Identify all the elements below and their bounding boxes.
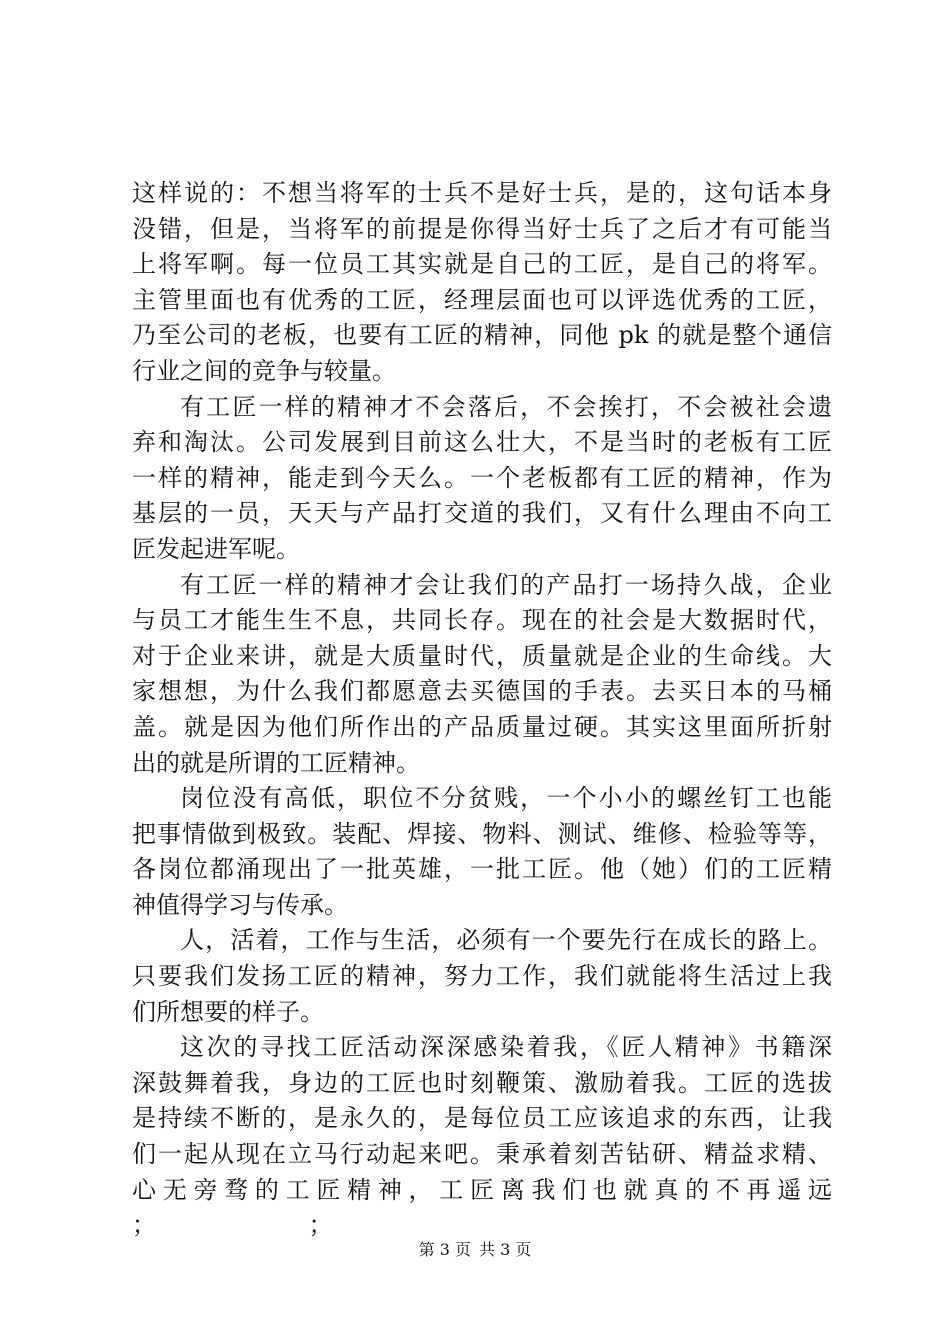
text-line: 家想想，为什么我们都愿意去买德国的手表。去买日本的马桶: [132, 677, 832, 706]
text-line: 有工匠一样的精神才不会落后，不会挨打，不会被社会遗: [180, 392, 832, 421]
text-line: 弃和淘汰。公司发展到目前这么壮大，不是当时的老板有工匠: [132, 428, 832, 457]
text-line: 与员工才能生生不息，共同长存。现在的社会是大数据时代，: [132, 606, 832, 635]
text-line: 盖。就是因为他们所作出的产品质量过硬。其实这里面所折射: [132, 712, 832, 741]
text-line: 对于企业来讲，就是大质量时代，质量就是企业的生命线。大: [132, 641, 832, 670]
text-line: 人，活着，工作与生活，必须有一个要先行在成长的路上。: [180, 926, 832, 955]
text-line: 主管里面也有优秀的工匠，经理层面也可以评选优秀的工匠，: [132, 285, 832, 314]
text-line: 基层的一员，天天与产品打交道的我们，又有什么理由不向工: [132, 499, 832, 528]
text-line: 深鼓舞着我，身边的工匠也时刻鞭策、激励着我。工匠的选拔: [132, 1068, 832, 1097]
text-line: 出的就是所谓的工匠精神。: [132, 748, 420, 777]
text-line: 只要我们发扬工匠的精神，努力工作，我们就能将生活过上我: [132, 962, 832, 991]
text-line: 上将军啊。每一位员工其实就是自己的工匠，是自己的将军。: [132, 250, 832, 279]
text-line: 神值得学习与传承。: [132, 890, 348, 919]
text-line: 一样的精神，能走到今天么。一个老板都有工匠的精神，作为: [132, 463, 832, 492]
text-line: 这样说的：不想当将军的士兵不是好士兵，是的，这句话本身: [132, 179, 832, 207]
text-line: 把事情做到极致。装配、焊接、物料、测试、维修、检验等等，: [132, 819, 832, 848]
text-line: ； ；: [132, 1211, 333, 1240]
total-pages: 共 3 页: [479, 1240, 532, 1259]
text-line: 行业之间的竞争与较量。: [132, 356, 396, 385]
text-line: 乃至公司的老板，也要有工匠的精神，同他 pk 的就是整个通信: [132, 321, 832, 350]
text-line: 匠发起进军呢。: [132, 534, 300, 563]
text-line: 们所想要的样子。: [132, 997, 324, 1026]
text-line: 们一起从现在立马行动起来吧。秉承着刻苦钻研、精益求精、: [132, 1140, 832, 1169]
text-line: 有工匠一样的精神才会让我们的产品打一场持久战，企业: [180, 570, 832, 599]
page-number: 第 3 页: [418, 1240, 471, 1259]
text-line: 岗位没有高低，职位不分贫贱，一个小小的螺丝钉工也能: [180, 784, 832, 813]
text-line: 心无旁骛的工匠精神，工匠离我们也就真的不再遥远: [132, 1175, 832, 1204]
text-line: 没错，但是，当将军的前提是你得当好士兵了之后才有可能当: [132, 214, 832, 243]
text-line: 这次的寻找工匠活动深深感染着我，《匠人精神》书籍深: [180, 1033, 832, 1062]
page-footer: [0, 1240, 950, 1260]
document-body: [132, 176, 832, 1244]
text-line: 各岗位都涌现出了一批英雄，一批工匠。他（她）们的工匠精: [132, 855, 832, 884]
text-line: 是持续不断的，是永久的，是每位员工应该追求的东西，让我: [132, 1104, 832, 1133]
